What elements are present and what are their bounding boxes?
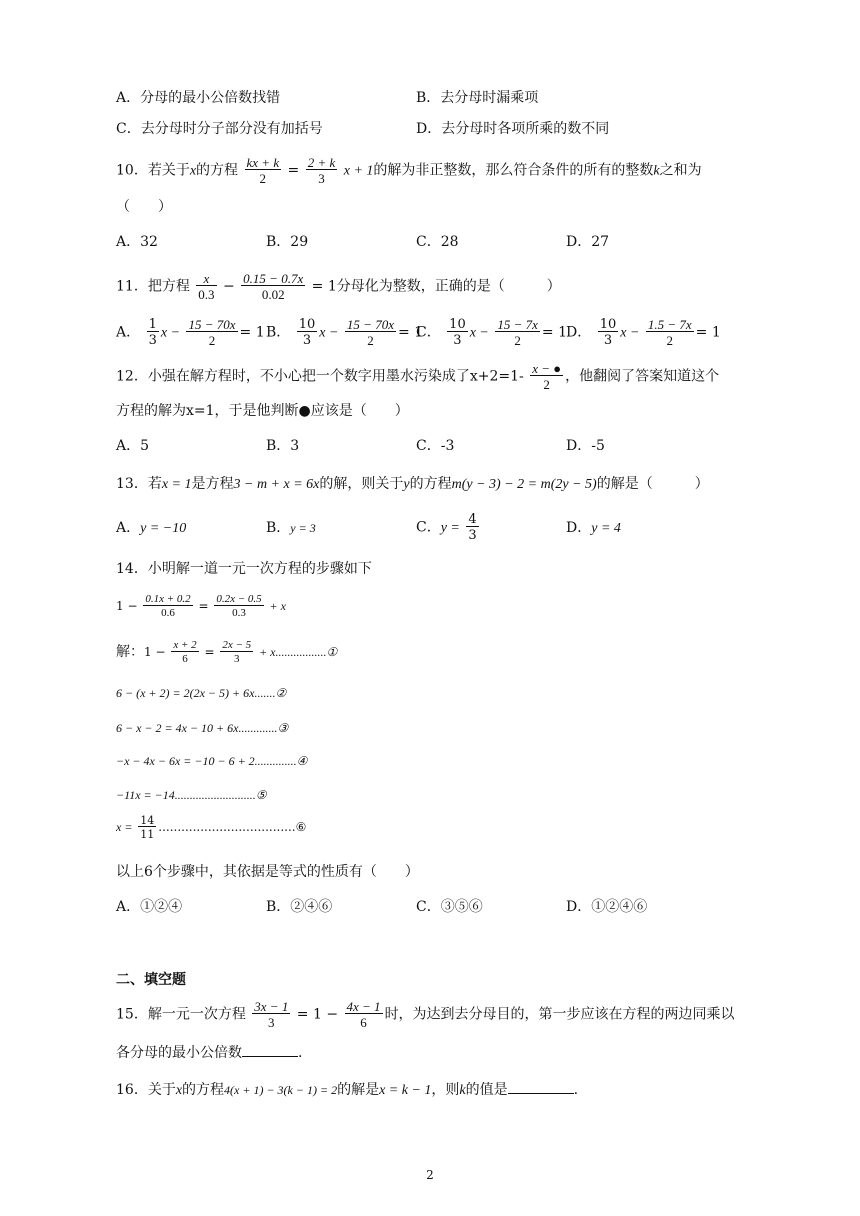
q14-step-4: −x − 4x − 6x = −10 − 6 + 2..............④ <box>116 754 308 768</box>
q14-option-b: B．②④⑥ <box>266 899 333 915</box>
q10-option-d: D．27 <box>566 234 610 250</box>
q9-option-d: D．去分母时各项所乘的数不同 <box>416 121 610 137</box>
section-heading: 二、填空题 <box>116 972 186 988</box>
q14-option-a: A．①②④ <box>116 899 183 915</box>
question-11-stem: 11．把方程 $\frac{x}{0.3}$ − $\frac{0.15 - 0.7x}{0.02}$ = 1分母化为整数，正确的是（ ） <box>116 271 561 302</box>
answer-blank[interactable] <box>508 1079 574 1094</box>
question-15-line2: 各分母的最小公倍数 . <box>116 1042 302 1063</box>
q11-option-c: C． $\frac{10}{3}$ x − $\frac{15 - 7x}{2}$ = 1 <box>416 317 567 348</box>
question-15-stem: 15．解一元一次方程 $\frac{3x - 1}{3}$ = 1 − $\frac{4x - 1}{6}$ 时，为达到去分母目的，第一步应该在方程的两边同乘以 <box>116 999 735 1030</box>
question-13-stem: 13．若x = 1是方程3 − m + x = 6x的解，则关于y的方程m(y − 3) − 2 = m(2y − 5)的解是（ ） <box>116 476 709 492</box>
q9-option-a: A．分母的最小公倍数找错 <box>116 90 281 106</box>
q14-original-equation: 1 − $\frac{0.1x + 0.2}{0.6}$ = $\frac{0.2x - 0.5}{0.3}$ + x <box>116 593 286 619</box>
q13-option-b: B．y = 3 <box>266 520 316 536</box>
answer-blank[interactable] <box>242 1042 298 1057</box>
question-14-title: 14．小明解一道一元一次方程的步骤如下 <box>116 561 372 577</box>
q12-option-a: A．5 <box>116 438 150 454</box>
q13-option-c: C．y = $\frac{4}{3}$ <box>416 512 477 543</box>
q9-option-c: C．去分母时分子部分没有加括号 <box>116 121 323 137</box>
page-number: 2 <box>426 1168 434 1182</box>
question-16-stem: 16．关于x的方程4(x + 1) − 3(k − 1) = 2的解是x = k − 1，则k的值是 . <box>116 1079 578 1101</box>
q14-step-1: 解：1 − $\frac{x + 2}{6}$ = $\frac{2x - 5}{3}$ + x.................① <box>116 639 338 665</box>
q14-step-5: −11x = −14...........................⑤ <box>116 788 267 802</box>
question-12-stem-line2: 方程的解为x=1，于是他判断●应该是（ ） <box>116 403 409 419</box>
q12-option-b: B．3 <box>266 438 300 454</box>
q14-option-c: C．③⑤⑥ <box>416 899 483 915</box>
q11-option-a: A． $\frac{1}{3}$ x − $\frac{15 - 70x}{2}$ = 1 <box>116 317 265 348</box>
q14-step-3: 6 − x − 2 = 4x − 10 + 6x.............③ <box>116 721 289 735</box>
q10-option-a: A．32 <box>116 234 158 250</box>
q14-step-6: x = $\frac{14}{11}$ ....................................⑥ <box>116 814 307 841</box>
q11-option-b: B． $\frac{10}{3}$ x − $\frac{15 - 70x}{2}$ = 1 <box>266 317 424 348</box>
question-10-stem: 10．若关于x的方程 $\frac{kx + k}{2}$ = $\frac{2 + k}{3}$ x + 1的解为非正整数，那么符合条件的所有的整数k之和为 <box>116 155 702 186</box>
q10-option-c: C．28 <box>416 234 459 250</box>
q10-option-b: B．29 <box>266 234 309 250</box>
q11-option-d: D． $\frac{10}{3}$ x − $\frac{1.5 - 7x}{2}$ = 1 <box>566 317 721 348</box>
q12-option-d: D．-5 <box>566 438 605 454</box>
q9-option-b: B．去分母时漏乘项 <box>416 90 539 106</box>
q14-option-d: D．①②④⑥ <box>566 899 648 915</box>
q14-step-2: 6 − (x + 2) = 2(2x − 5) + 6x.......② <box>116 686 287 700</box>
question-10-paren: （ ） <box>116 199 172 215</box>
question-14-question: 以上6个步骤中，其依据是等式的性质有（ ） <box>116 864 419 880</box>
q13-option-d: D．y = 4 <box>566 520 621 536</box>
q12-option-c: C．-3 <box>416 438 455 454</box>
q13-option-a: A．y = −10 <box>116 520 187 536</box>
question-12-stem: 12．小强在解方程时，不小心把一个数字用墨水污染成了x+2=1- $\frac{x - ●}{2}$ ，他翻阅了答案知道这个 <box>116 361 720 392</box>
